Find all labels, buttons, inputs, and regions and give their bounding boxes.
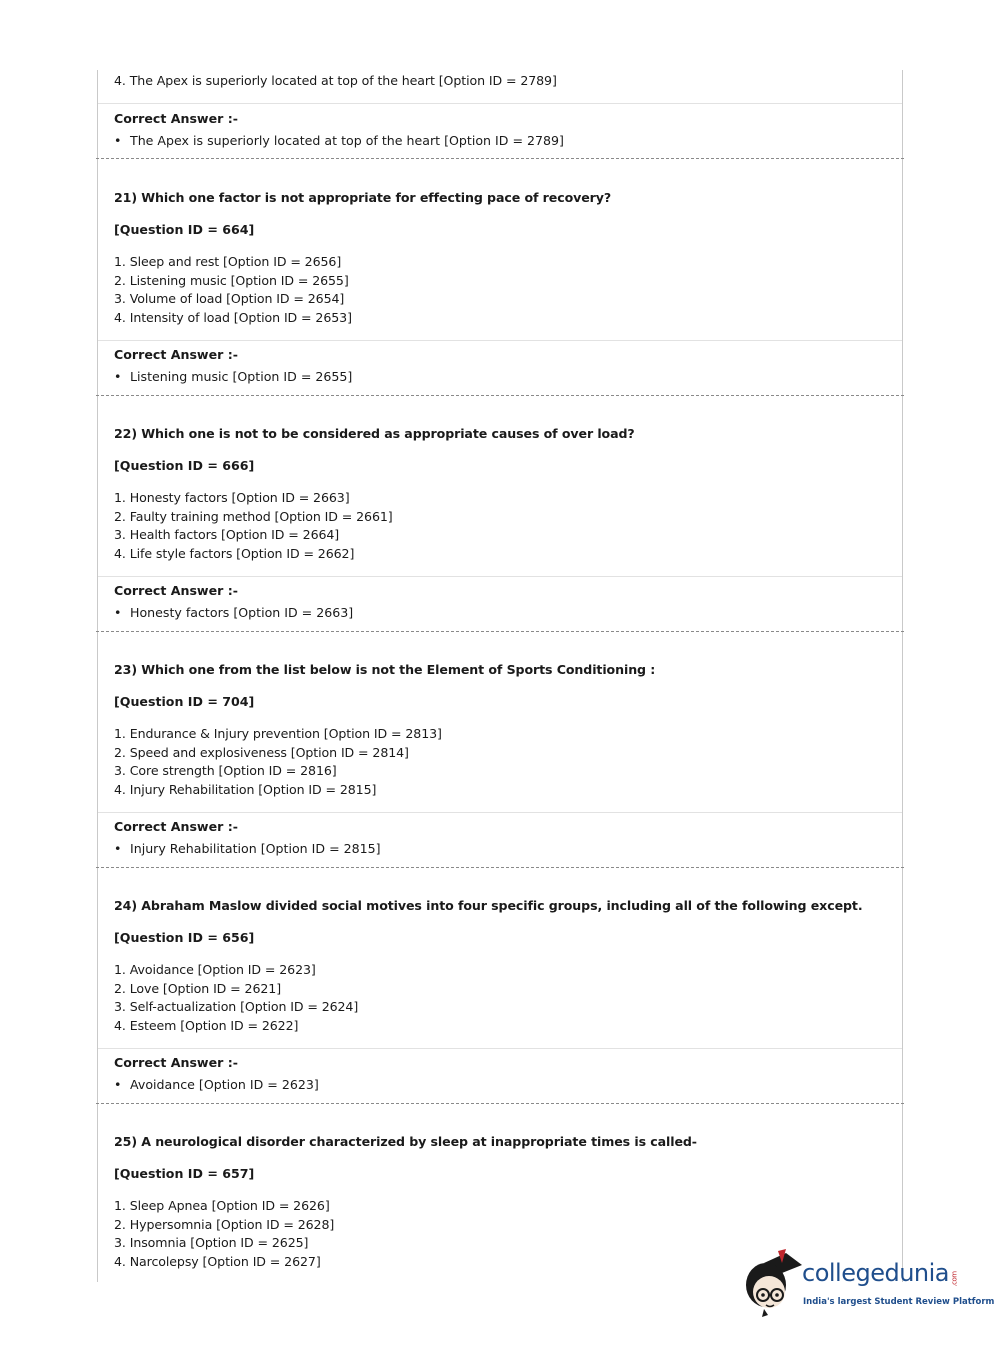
- logo-wordmark: collegedunia .com: [802, 1259, 959, 1287]
- correct-answer-label: Correct Answer :-: [114, 583, 238, 598]
- question-title: 23) Which one from the list below is not the Element of Sports Conditioning :: [114, 662, 656, 677]
- question-id: [Question ID = 666]: [114, 458, 255, 473]
- previous-correct-answer: [98, 110, 902, 150]
- question-separator: [96, 867, 904, 868]
- bullet-icon: •: [114, 133, 122, 148]
- divider: [98, 576, 902, 577]
- correct-answer-value: • Injury Rehabilitation [Option ID = 2815]: [114, 841, 381, 856]
- divider: [98, 340, 902, 341]
- correct-answer-value: • Avoidance [Option ID = 2623]: [114, 1077, 319, 1092]
- mascot-icon: [742, 1245, 804, 1320]
- correct-answer-label: Correct Answer :-: [114, 1055, 238, 1070]
- question-title: 21) Which one factor is not appropriate for effecting pace of recovery?: [114, 190, 612, 205]
- option-list: [114, 725, 902, 799]
- question-paper-sheet: [97, 70, 903, 1282]
- divider: [98, 812, 902, 813]
- option-item: 4. Esteem [Option ID = 2622]: [114, 1017, 299, 1033]
- option-item: 2. Faulty training method [Option ID = 2661]: [114, 508, 393, 524]
- question-title: 24) Abraham Maslow divided social motives into four specific groups, including all of the following except.: [114, 898, 863, 913]
- option-line: 4. The Apex is superiorly located at top of the heart [Option ID = 2789]: [114, 73, 557, 88]
- option-item: 2. Speed and explosiveness [Option ID = 2814]: [114, 744, 409, 760]
- collegedunia-logo: [742, 1245, 995, 1320]
- option-item: 1. Avoidance [Option ID = 2623]: [114, 962, 316, 977]
- option-item: 3. Volume of load [Option ID = 2654]: [114, 291, 345, 306]
- question-separator: [96, 395, 904, 396]
- option-item: 3. Health factors [Option ID = 2664]: [114, 527, 340, 542]
- option-list: [114, 489, 902, 563]
- option-item: 2. Hypersomnia [Option ID = 2628]: [114, 1216, 335, 1232]
- option-item: 1. Sleep and rest [Option ID = 2656]: [114, 254, 342, 269]
- option-item: 3. Core strength [Option ID = 2816]: [114, 763, 337, 778]
- option-item: 4. Injury Rehabilitation [Option ID = 2815]: [114, 781, 377, 797]
- question-separator: [96, 631, 904, 632]
- divider: [98, 103, 902, 104]
- option-item: 4. Life style factors [Option ID = 2662]: [114, 545, 355, 561]
- option-item: 4. Narcolepsy [Option ID = 2627]: [114, 1253, 321, 1269]
- option-item: 1. Honesty factors [Option ID = 2663]: [114, 490, 350, 505]
- question-block-23: [98, 661, 902, 799]
- correct-answer-value: • The Apex is superiorly located at top of the heart [Option ID = 2789]: [114, 133, 564, 148]
- logo-suffix: .com: [950, 1271, 959, 1287]
- question-id: [Question ID = 657]: [114, 1166, 255, 1181]
- question-separator: [96, 1103, 904, 1104]
- logo-tagline: India's largest Student Review Platform: [803, 1297, 995, 1307]
- option-item: 1. Endurance & Injury prevention [Option ID = 2813]: [114, 726, 442, 741]
- question-title: 25) A neurological disorder characterized by sleep at inappropriate times is called-: [114, 1134, 697, 1149]
- question-block-21: [98, 189, 902, 327]
- option-item: 3. Insomnia [Option ID = 2625]: [114, 1235, 309, 1250]
- correct-answer-label: Correct Answer :-: [114, 347, 238, 362]
- question-id: [Question ID = 664]: [114, 222, 255, 237]
- option-item: 1. Sleep Apnea [Option ID = 2626]: [114, 1198, 330, 1213]
- option-item: 2. Listening music [Option ID = 2655]: [114, 272, 349, 288]
- question-id: [Question ID = 656]: [114, 930, 255, 945]
- question-separator: [96, 158, 904, 159]
- correct-answer-value: • Honesty factors [Option ID = 2663]: [114, 605, 354, 620]
- question-block-24: [98, 897, 902, 1035]
- question-block-22: [98, 425, 902, 563]
- correct-answer-block-22: [98, 582, 902, 622]
- correct-answer-label: Correct Answer :-: [114, 819, 238, 834]
- bullet-icon: •: [114, 605, 122, 620]
- bullet-icon: •: [114, 369, 122, 384]
- divider: [98, 1048, 902, 1049]
- option-list: [114, 253, 902, 327]
- question-title: 22) Which one is not to be considered as appropriate causes of over load?: [114, 426, 635, 441]
- option-item: 3. Self-actualization [Option ID = 2624]: [114, 999, 359, 1014]
- correct-answer-value: • Listening music [Option ID = 2655]: [114, 369, 353, 384]
- question-id: [Question ID = 704]: [114, 694, 255, 709]
- option-list: [114, 961, 902, 1035]
- option-item: 4. Intensity of load [Option ID = 2653]: [114, 309, 352, 325]
- option-item: 2. Love [Option ID = 2621]: [114, 980, 282, 996]
- correct-answer-block-23: [98, 818, 902, 858]
- correct-answer-label: Correct Answer :-: [114, 111, 238, 126]
- bullet-icon: •: [114, 841, 122, 856]
- correct-answer-block-21: [98, 346, 902, 386]
- bullet-icon: •: [114, 1077, 122, 1092]
- correct-answer-block-24: [98, 1054, 902, 1094]
- previous-question-option: [98, 72, 902, 91]
